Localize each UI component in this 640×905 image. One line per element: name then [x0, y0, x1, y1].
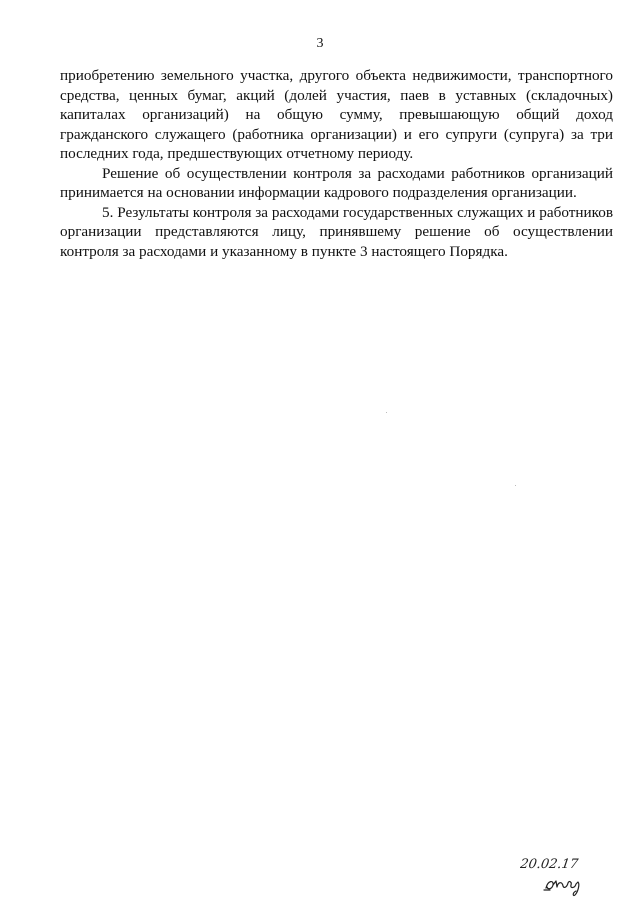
- handwritten-date-initials: [520, 852, 600, 898]
- paragraph-item-5: 5. Результаты контроля за расходами государственных служащих и работников организации представляются лицу, принявшему решение об осуществлении контроля за расходами и указанному в пункте 3 настоящего Порядка.: [60, 203, 613, 260]
- handwritten-mark-icon: [520, 852, 600, 898]
- paragraph-decision: Решение об осуществлении контроля за расходами работников организаций принимается на основании информации кадрового подразделения организации.: [60, 164, 613, 201]
- document-body: [60, 66, 613, 261]
- handwritten-date: 20.02.17: [520, 857, 580, 872]
- scan-speck: [386, 412, 387, 413]
- paragraph-continuation: приобретению земельного участка, другого объекта недвижимости, транспортного средства, ценных бумаг, акций (долей участия, паев в уставных (складочных) капиталах организаций) на общую сумму, превышающую общий доход гражданского служащего (работника организации) и его супруги (супруга) за три последних года, предшествующих отчетному периоду.: [60, 67, 613, 162]
- page-number: 3: [316, 36, 324, 51]
- scan-speck: [515, 485, 516, 486]
